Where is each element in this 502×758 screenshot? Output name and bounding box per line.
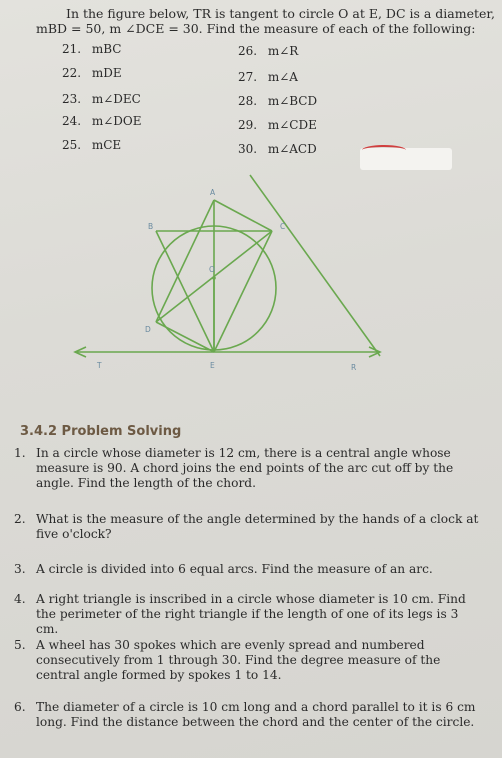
problem-5 [14,638,484,683]
exercise-number: 30. [238,142,258,156]
exercise-23 [62,92,141,106]
problem-number: 4. [14,592,26,606]
problem-3 [14,562,484,577]
chord-de [156,322,214,352]
exercise-instructions [36,6,496,36]
exercise-number: 22. [62,66,82,80]
problem-1 [14,446,484,491]
exercise-30 [238,142,317,156]
label-r: R [351,363,357,372]
instructions-line-2: mBD = 50, m ∠DCE = 30. Find the measure of each of the following: [36,21,476,36]
problem-4 [14,592,484,637]
label-e: E [210,361,215,370]
exercise-text: m∠A [267,70,298,84]
chord-ce [214,231,272,352]
problem-text: A circle is divided into 6 equal arcs. Find the measure of an arc. [36,562,433,576]
label-a: A [210,188,216,197]
exercise-24 [62,114,141,128]
exercise-text: m∠DOE [91,114,142,128]
exercise-text: mDE [91,66,122,80]
problem-text: What is the measure of the angle determined by the hands of a clock at five o'clock? [36,512,479,541]
problem-text: A wheel has 30 spokes which are evenly spread and numbered consecutively from 1 through 30. Find the degree measure of the central angle formed by spokes 1 to 14. [36,638,441,682]
exercise-27 [238,70,298,84]
exercise-26 [238,44,298,58]
exercise-number: 25. [62,138,82,152]
exercise-28 [238,94,317,108]
problem-text: In a circle whose diameter is 12 cm, there is a central angle whose measure is 90. A chord joins the end points of the arc cut off by the angle. Find the length of the chord. [36,446,454,490]
label-b: B [148,222,154,231]
problem-number: 1. [14,446,26,460]
segment-ad [156,200,214,322]
exercise-number: 26. [238,44,258,58]
label-d: D [145,325,151,334]
label-o: O [209,265,215,274]
exercise-number: 29. [238,118,258,132]
exercise-text: m∠DEC [91,92,141,106]
exercise-number: 28. [238,94,258,108]
exercise-22 [62,66,122,80]
exercise-21 [62,42,121,56]
circle-tangent-diagram [60,160,390,410]
chord-be [156,231,214,352]
red-pen-mark [362,145,406,155]
exercise-number: 24. [62,114,82,128]
exercise-number: 21. [62,42,82,56]
line-through-c-and-r [250,175,380,356]
problem-number: 2. [14,512,26,526]
problem-text: A right triangle is inscribed in a circle whose diameter is 10 cm. Find the perimeter of the right triangle if the length of one of its legs is 3 cm. [36,592,466,636]
problem-text: The diameter of a circle is 10 cm long and a chord parallel to it is 6 cm long. Find the distance between the chord and the center of the circle. [36,700,476,729]
exercise-text: m∠R [267,44,299,58]
problem-number: 3. [14,562,26,576]
label-c: C [280,222,286,231]
exercise-text: m∠BCD [267,94,318,108]
exercise-text: mCE [91,138,122,152]
exercise-25 [62,138,121,152]
exercise-number: 23. [62,92,82,106]
problem-number: 5. [14,638,26,652]
problem-2 [14,512,484,542]
problem-number: 6. [14,700,26,714]
exercise-29 [238,118,317,132]
exercise-text: m∠CDE [267,118,317,132]
exercise-number: 27. [238,70,258,84]
problem-6 [14,700,484,730]
label-t: T [97,361,102,370]
center-point-o [212,276,216,280]
section-heading: 3.4.2 Problem Solving [20,424,182,439]
exercise-text: m∠ACD [267,142,317,156]
instructions-line-1: In the figure below, TR is tangent to circle O at E, DC is a diameter, [66,6,495,21]
exercise-text: mBC [91,42,122,56]
